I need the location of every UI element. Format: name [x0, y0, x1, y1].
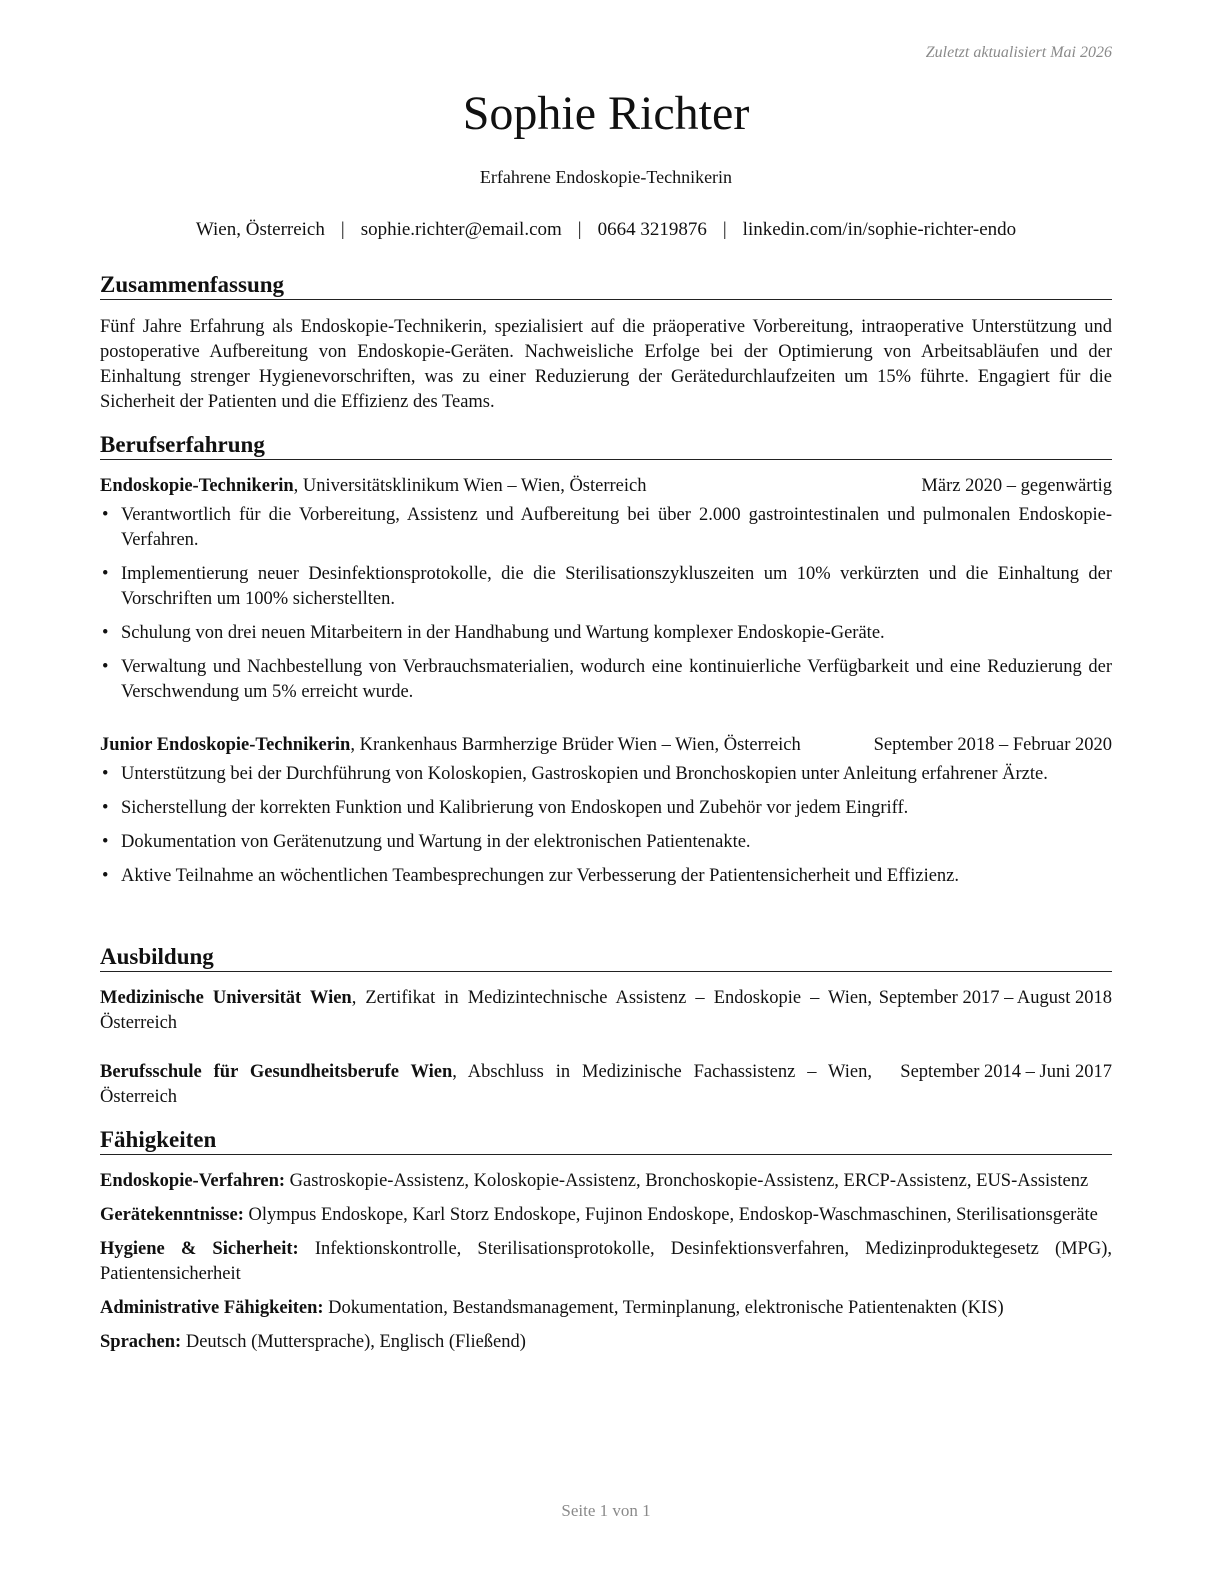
skill-value: Olympus Endoskope, Karl Storz Endoskope, Fujinon Endoskope, Endoskop-Waschmaschinen, Sterilisationsgeräte — [243, 1205, 1098, 1225]
experience-section — [100, 431, 1112, 898]
summary-section — [100, 271, 1112, 415]
job-title: Junior Endoskopie-Technikerin — [100, 735, 351, 755]
contact-location: Wien, Österreich — [195, 219, 325, 240]
skills-heading: Fähigkeiten — [100, 1126, 1112, 1155]
page-number: Seite 1 von 1 — [561, 1501, 651, 1520]
job-bullets — [100, 503, 1112, 705]
job-bullet: • Implementierung neuer Desinfektionsprotokolle, die die Sterilisationszykluszeiten um 10% verkürzten und die Einhaltung der Vorschriften um 100% sicherstellten. — [100, 562, 1112, 612]
job-bullet: • Unterstützung bei der Durchführung von Koloskopien, Gastroskopien und Bronchoskopien unter Anleitung erfahrener Ärzte. — [100, 762, 1112, 787]
skill-value: Dokumentation, Bestandsmanagement, Terminplanung, elektronische Patientenakten (KIS) — [323, 1298, 1004, 1318]
job-bullet: • Aktive Teilnahme an wöchentlichen Teambesprechungen zur Verbesserung der Patientensicherheit und Effizienz. — [100, 864, 1112, 889]
contact-email[interactable]: sophie.richter@email.com — [360, 219, 562, 240]
job-bullet: • Dokumentation von Gerätenutzung und Wartung in der elektronischen Patientenakte. — [100, 830, 1112, 855]
job-title: Endoskopie-Technikerin — [100, 476, 294, 496]
job-bullets — [100, 762, 1112, 889]
skill-item — [100, 1169, 1112, 1194]
education-school: Medizinische Universität Wien — [100, 988, 352, 1008]
education-heading: Ausbildung — [100, 943, 1112, 972]
experience-heading: Berufserfahrung — [100, 431, 1112, 460]
contact-separator: | — [577, 219, 582, 240]
education-detail: , Abschluss in Medizinische Fachassistenz – Wien, Österreich — [100, 1062, 872, 1107]
job-bullet: • Verwaltung und Nachbestellung von Verbrauchsmaterialien, wodurch eine kontinuierliche Verfügbarkeit und eine Reduzierung der Verschwendung um 5% erreicht wurde. — [100, 655, 1112, 705]
job-bullet: • Verantwortlich für die Vorbereitung, Assistenz und Aufbereitung bei über 2.000 gastrointestinalen und pulmonalen Endoskopie-Verfahren. — [100, 503, 1112, 553]
job-header — [100, 733, 1112, 758]
education-header — [100, 1060, 1112, 1110]
skill-item — [100, 1237, 1112, 1287]
job-employer: , Krankenhaus Barmherzige Brüder Wien – Wien, Österreich — [350, 735, 801, 755]
skill-item — [100, 1203, 1112, 1228]
job-dates: März 2020 – gegenwärtig — [921, 476, 1112, 496]
education-school: Berufsschule für Gesundheitsberufe Wien — [100, 1062, 453, 1082]
skills-section — [100, 1126, 1112, 1364]
job-bullet: • Sicherstellung der korrekten Funktion und Kalibrierung von Endoskopen und Zubehör vor jedem Eingriff. — [100, 796, 1112, 821]
skill-value: Infektionskontrolle, Sterilisationsprotokolle, Desinfektionsverfahren, Medizinproduktegesetz (MPG), Patientensicherheit — [100, 1239, 1112, 1284]
education-dates: September 2017 – August 2018 — [878, 988, 1112, 1008]
skill-item — [100, 1330, 1112, 1355]
summary-heading: Zusammenfassung — [100, 271, 1112, 300]
summary-text: Fünf Jahre Erfahrung als Endoskopie-Technikerin, spezialisiert auf die präoperative Vorbereitung, intraoperative Unterstützung und postoperative Aufbereitung von Endoskopie-Geräten. Nachweisliche Erfolge bei der Optimierung von Arbeitsabläufen und der Einhaltung strenger Hygienevorschriften, was zu einer Reduzierung der Gerätedurchlaufzeiten um 15% führte. Engagiert für die Sicherheit der Patienten und die Effizienz des Teams. — [100, 317, 1112, 412]
contact-separator: | — [340, 219, 345, 240]
candidate-name: Sophie Richter — [462, 87, 750, 140]
education-dates: September 2014 – Juni 2017 — [900, 1062, 1112, 1082]
contact-separator: | — [722, 219, 727, 240]
education-section — [100, 943, 1112, 1110]
education-detail: , Zertifikat in Medizintechnische Assistenz – Endoskopie – Wien, Österreich — [100, 988, 872, 1033]
skill-value: Deutsch (Muttersprache), Englisch (Fließend) — [181, 1332, 526, 1352]
skills-list — [100, 1169, 1112, 1355]
last-updated: Zuletzt aktualisiert Mai 2026 — [925, 44, 1112, 61]
education-header — [100, 986, 1112, 1036]
skill-item — [100, 1296, 1112, 1321]
job-dates: September 2018 – Februar 2020 — [873, 735, 1112, 755]
job-header — [100, 474, 1112, 499]
contact-line — [100, 219, 1112, 241]
skill-label: Endoskopie-Verfahren: — [100, 1171, 286, 1191]
education-entry — [100, 1060, 1112, 1110]
skill-label: Gerätekenntnisse: — [100, 1205, 244, 1225]
skill-label: Hygiene & Sicherheit: — [100, 1239, 299, 1259]
job-entry — [100, 733, 1112, 889]
education-entry — [100, 986, 1112, 1036]
skill-label: Sprachen: — [100, 1332, 182, 1352]
skill-label: Administrative Fähigkeiten: — [100, 1298, 324, 1318]
skill-value: Gastroskopie-Assistenz, Koloskopie-Assistenz, Bronchoskopie-Assistenz, ERCP-Assistenz, EUS-Assistenz — [285, 1171, 1089, 1191]
contact-phone: 0664 3219876 — [597, 219, 707, 240]
contact-linkedin[interactable]: linkedin.com/in/sophie-richter-endo — [742, 219, 1017, 240]
job-employer: , Universitätsklinikum Wien – Wien, Österreich — [293, 476, 647, 496]
candidate-subtitle: Erfahrene Endoskopie-Technikerin — [479, 167, 733, 187]
job-bullet: • Schulung von drei neuen Mitarbeitern in der Handhabung und Wartung komplexer Endoskopie-Geräte. — [100, 621, 1112, 646]
job-entry — [100, 474, 1112, 705]
